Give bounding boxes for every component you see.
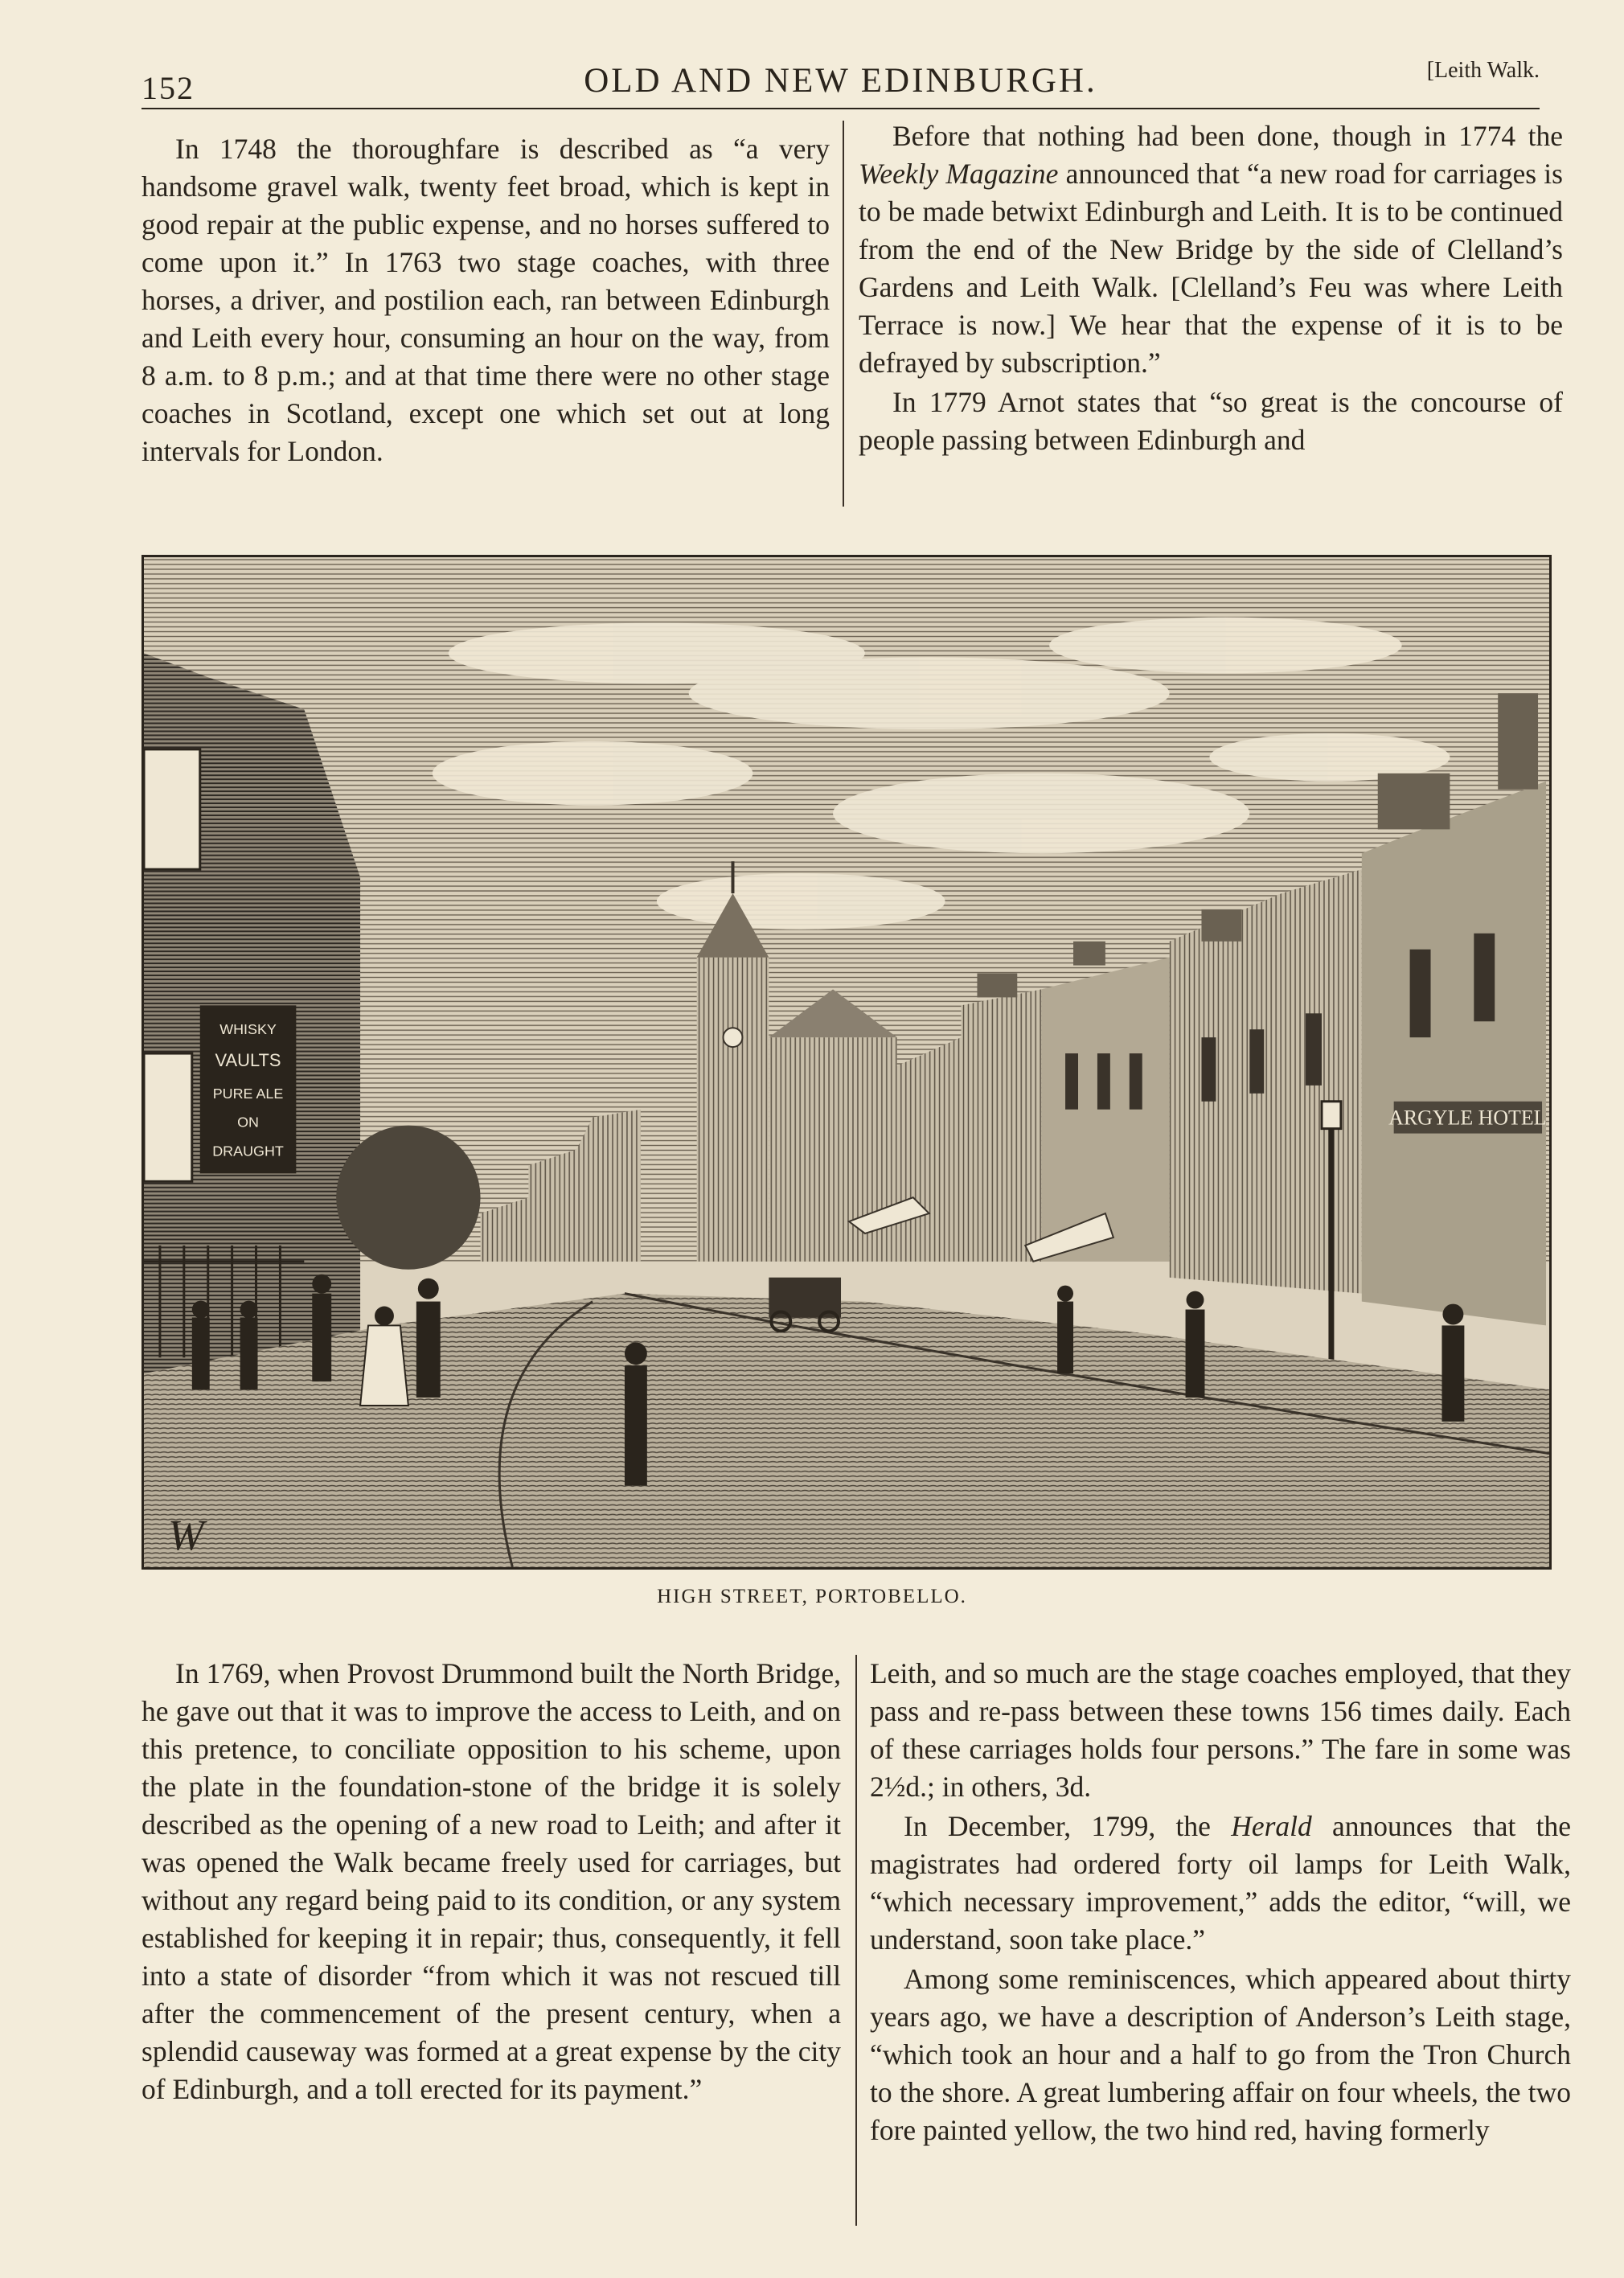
sign-line: PURE ALE — [212, 1085, 284, 1102]
column-left-top — [141, 130, 830, 470]
sign-line: DRAUGHT — [212, 1143, 284, 1160]
italic-title: Herald — [1231, 1810, 1312, 1842]
page-number: 152 — [141, 70, 195, 106]
running-head — [141, 56, 1540, 113]
column-divider — [855, 1655, 857, 2226]
engraving-high-street-portobello — [141, 555, 1552, 1570]
engraving-illustration — [144, 557, 1549, 1567]
paragraph: Leith, and so much are the stage coaches employed, that they pass and re-pass between these towns 156 times daily. Each of these carriages holds four persons.” The fare in some was 2½d.; in others, 3d. — [870, 1657, 1571, 1803]
column-right-top — [859, 117, 1563, 459]
text-run: In December, 1799, the — [904, 1810, 1232, 1842]
paragraph — [859, 117, 1563, 382]
column-right-bottom — [870, 1655, 1571, 2149]
sign-line: WHISKY — [219, 1021, 277, 1038]
column-divider — [843, 121, 844, 507]
section-marker: [Leith Walk. — [1426, 58, 1540, 83]
illustration-caption: HIGH STREET, PORTOBELLO. — [657, 1586, 967, 1607]
sign-line: ON — [237, 1114, 259, 1131]
italic-title: Weekly Magazine — [859, 158, 1059, 190]
running-title: OLD AND NEW EDINBURGH. — [584, 62, 1097, 100]
paragraph: Among some reminiscences, which appeared about thirty years ago, we have a description of Anderson’s Leith stage, “which took an hour and a half to go from the Tron Church to the shore. A great lumbering affair on four wheels, the two fore painted yellow, the two hind red, having formerly — [870, 1963, 1571, 2146]
paragraph: In 1748 the thoroughfare is described as “a very handsome gravel walk, twenty feet broad, which is kept in good repair at the public expense, and no horses suffered to come upon it.” In 1763 two stage coaches, with three horses, a driver, and postilion each, ran between Edinburgh and Leith every hour, consuming an hour on the way, from 8 a.m. to 8 p.m.; and at that time there were no other stage coaches in Scotland, except one which set out at long intervals for London. — [141, 133, 830, 467]
text-run: announces that the magistrates had ordered forty oil lamps for Leith Walk, “which necessary improvement,” adds the editor, “will, we understand, soon take place.” — [870, 1810, 1571, 1956]
paragraph — [870, 1808, 1571, 1959]
hotel-sign: ARGYLE HOTEL — [1388, 1106, 1547, 1130]
text-run: announced that “a new road for carriages is to be made betwixt Edinburgh and Leith. It is to be continued from the end of the New Bridge by the side of Clelland’s Gardens and Leith Walk. [Clelland’s Feu was where Leith Terrace is now.] We hear that the expense of it is to be defrayed by subscription.” — [859, 158, 1563, 379]
sign-line: VAULTS — [215, 1049, 281, 1070]
artist-monogram: W — [167, 1511, 204, 1560]
text-run: Before that nothing had been done, though in 1774 the — [892, 120, 1563, 152]
header-rule — [141, 108, 1540, 109]
paragraph: In 1779 Arnot states that “so great is the concourse of people passing between Edinburgh and — [859, 386, 1563, 456]
column-left-bottom — [141, 1655, 841, 2108]
paragraph: In 1769, when Provost Drummond built the North Bridge, he gave out that it was to improve the access to Leith, and on this pretence, to conciliate opposition to his scheme, upon the plate in the foundation-stone of the bridge it is solely described as the opening of a new road to Leith; and after it was opened the Walk became freely used for carriages, but without any regard being paid to its condition, or any system established for keeping it in repair; thus, consequently, it fell into a state of disorder “from which it was not rescued till after the commencement of the present century, when a splendid causeway was formed at a great expense by the city of Edinburgh, and a toll erected for its payment.” — [141, 1657, 841, 2105]
